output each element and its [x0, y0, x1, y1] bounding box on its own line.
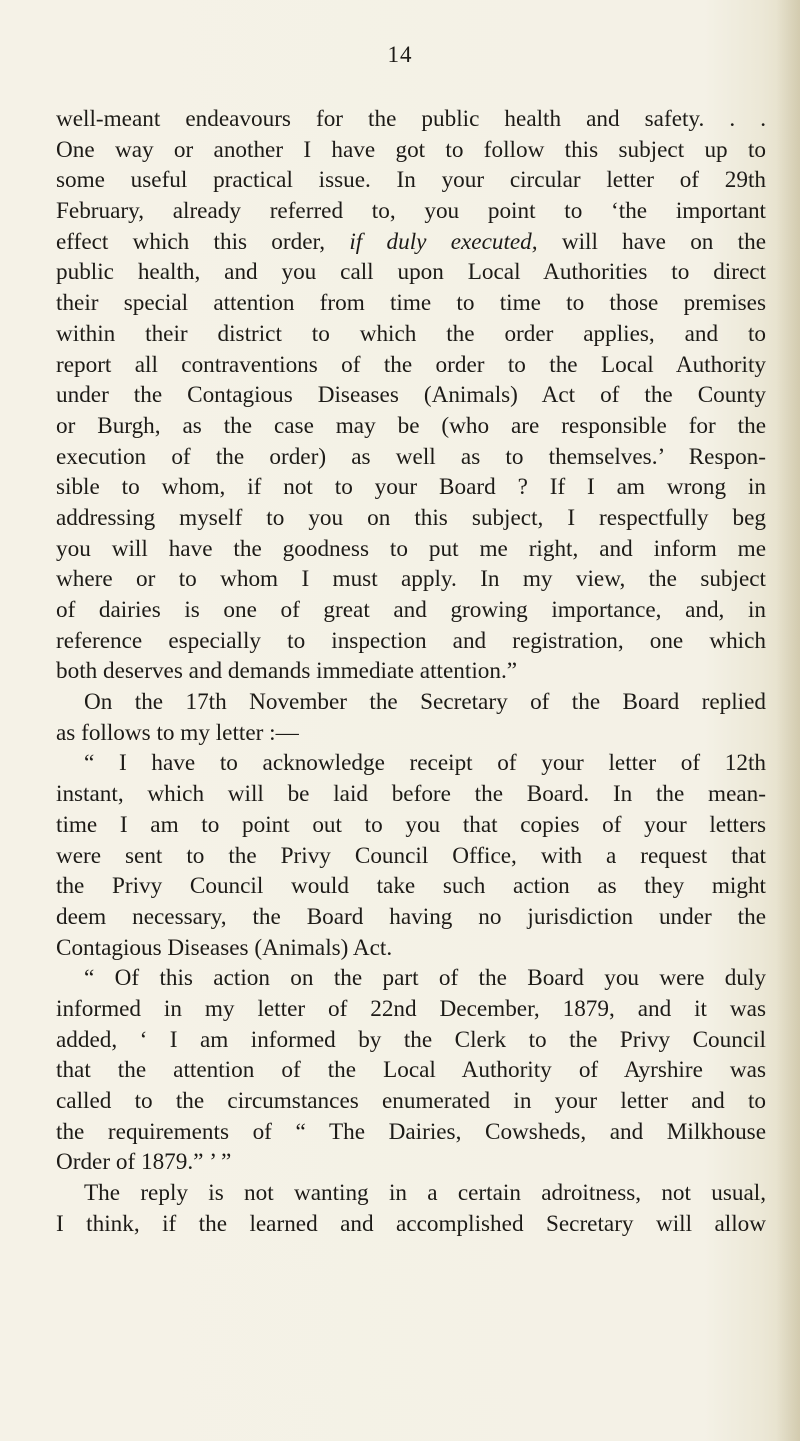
text-line	[56, 1117, 766, 1148]
text-line	[56, 196, 766, 227]
text-line	[56, 871, 766, 902]
text-line	[56, 135, 766, 166]
text-run: will have on the	[537, 228, 766, 255]
text-line	[56, 350, 766, 381]
text-run: On the 17th November the Secretary of the Board replied	[84, 689, 766, 716]
italic-text-run: if duly executed,	[349, 228, 538, 255]
text-line	[56, 687, 766, 718]
page-edge-shadow	[776, 0, 800, 1441]
text-line	[56, 564, 766, 595]
text-run: you will have the goodness to put me right, and inform me	[56, 535, 766, 562]
text-line	[56, 748, 766, 779]
text-run: were sent to the Privy Council Office, with a request that	[56, 842, 766, 869]
text-line	[56, 994, 766, 1025]
text-run: time I am to point out to you that copies of your letters	[56, 811, 766, 838]
text-line	[56, 626, 766, 657]
text-run: the requirements of “ The Dairies, Cowsheds, and Milkhouse	[56, 1118, 766, 1145]
text-run: both deserves and demands immediate attention.”	[56, 658, 518, 685]
text-line	[56, 534, 766, 565]
text-line	[56, 288, 766, 319]
text-line	[56, 1209, 766, 1240]
text-run: or Burgh, as the case may be (who are responsible for the	[56, 412, 766, 439]
text-run: One way or another I have got to follow this subject up to	[56, 136, 766, 163]
text-line	[56, 841, 766, 872]
text-run: sible to whom, if not to your Board ? If I am wrong in	[56, 474, 766, 501]
text-run: as follows to my letter :—	[56, 719, 299, 746]
text-run: instant, which will be laid before the Board. In the mean-	[56, 781, 766, 808]
text-line	[56, 1055, 766, 1086]
text-line	[56, 656, 766, 687]
text-run: under the Contagious Diseases (Animals) Act of the County	[56, 382, 766, 409]
text-run: the Privy Council would take such action as they might	[56, 873, 766, 900]
text-line	[56, 104, 766, 135]
text-run: that the attention of the Local Authority of Ayrshire was	[56, 1057, 766, 1084]
text-run: February, already referred to, you point to ‘the important	[56, 198, 766, 225]
text-line	[56, 902, 766, 933]
text-run: reference especially to inspection and registration, one which	[56, 627, 766, 654]
text-run: I think, if the learned and accomplished Secretary will allow	[56, 1210, 766, 1237]
text-run: added, ‘ I am informed by the Clerk to the Privy Council	[56, 1026, 766, 1053]
text-line	[56, 1025, 766, 1056]
text-line	[56, 595, 766, 626]
text-run: of dairies is one of great and growing importance, and, in	[56, 597, 766, 623]
text-run: deem necessary, the Board having no jurisdiction under the	[56, 903, 766, 930]
text-line	[56, 718, 766, 749]
text-line	[56, 257, 766, 288]
text-line	[56, 1147, 766, 1178]
text-line	[56, 503, 766, 534]
text-line	[56, 227, 766, 258]
text-run: effect which this order,	[56, 228, 350, 255]
text-line	[56, 442, 766, 473]
body-text	[56, 104, 766, 1239]
text-run: within their district to which the order applies, and to	[56, 320, 766, 347]
text-line	[56, 810, 766, 841]
text-line	[56, 411, 766, 442]
text-line	[56, 933, 766, 964]
text-run: Order of 1879.” ’ ”	[56, 1149, 232, 1176]
text-run: where or to whom I must apply. In my view, the subject	[56, 566, 766, 593]
text-run: “ I have to acknowledge receipt of your letter of 12th	[84, 750, 766, 777]
text-run: execution of the order) as well as to themselves.’ Respon-	[56, 443, 766, 470]
text-run: called to the circumstances enumerated in your letter and to	[56, 1088, 766, 1114]
text-run: Contagious Diseases (Animals) Act.	[56, 934, 393, 961]
text-run: “ Of this action on the part of the Board you were duly	[84, 965, 766, 992]
text-run: report all contraventions of the order to the Local Authority	[56, 351, 766, 378]
text-run: their special attention from time to time to those premises	[56, 290, 766, 317]
text-run: some useful practical issue. In your circular letter of 29th	[56, 167, 766, 194]
text-line	[56, 380, 766, 411]
text-line	[56, 1086, 766, 1117]
text-line	[56, 165, 766, 196]
text-line	[56, 319, 766, 350]
text-run: addressing myself to you on this subject, I respectfully beg	[56, 504, 766, 531]
page-number: 14	[387, 42, 413, 67]
text-run: public health, and you call upon Local Authorities to direct	[56, 259, 766, 286]
text-line	[56, 472, 766, 503]
text-line	[56, 963, 766, 994]
text-line	[56, 1178, 766, 1209]
text-run: The reply is not wanting in a certain adroitness, not usual,	[84, 1180, 766, 1207]
text-line	[56, 779, 766, 810]
text-run: informed in my letter of 22nd December, 1879, and it was	[56, 995, 766, 1022]
text-run: well-meant endeavours for the public health and safety. . .	[56, 106, 766, 132]
